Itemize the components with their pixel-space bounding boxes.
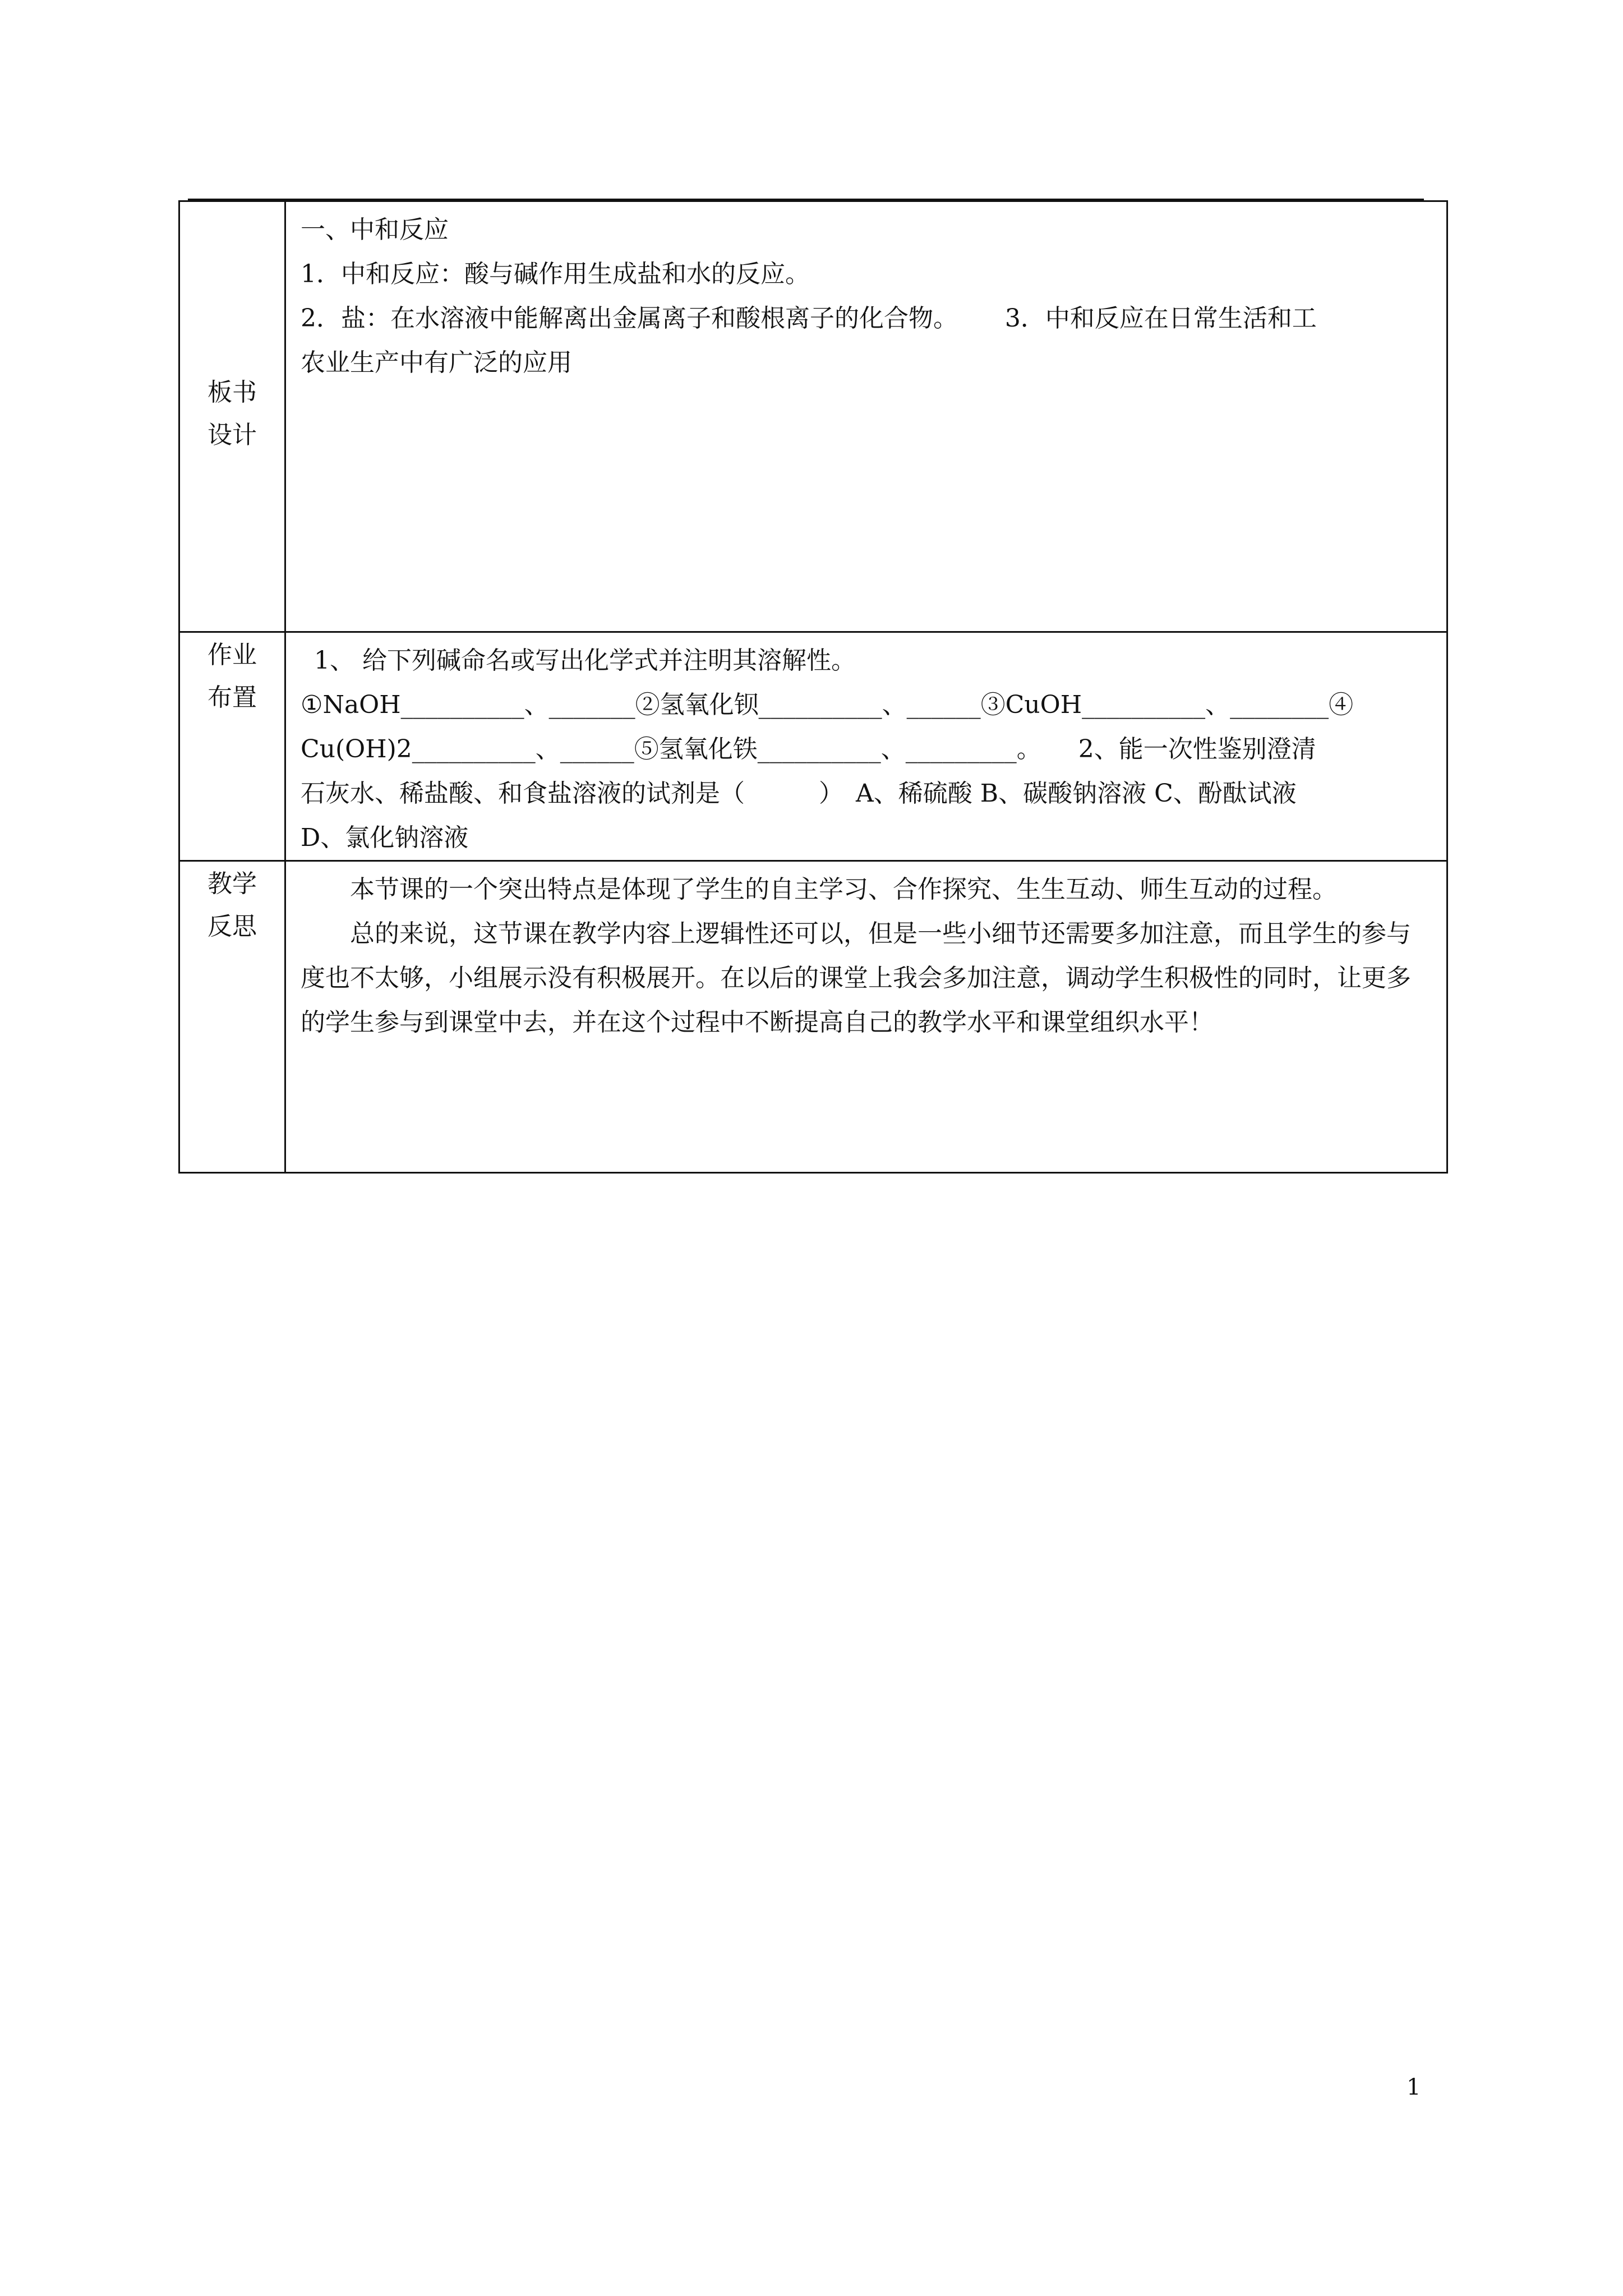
reflection-paragraph-2: 总的来说，这节课在教学内容上逻辑性还可以，但是一些小细节还需要多加注意，而且学生的参与度也不太够，小组展示没有积极展开。在以后的课堂上我会多加注意，调动学生积极性的同时，让更多的学生参与到课堂中去，并在这个过程中不断提高自己的教学水平和课堂组织水平！ (301, 919, 1411, 1037)
board-item-2-3 (301, 296, 1434, 341)
homework-line-4: 石灰水、稀盐酸、和食盐溶液的试剂是（ ） A、稀硫酸 B、碳酸钠溶液 C、酚酞试液 (301, 779, 1297, 808)
reflection-label (179, 861, 285, 1173)
reflection-label-line1: 教学 (208, 869, 257, 898)
board-item-3-part2: 农业生产中有广泛的应用 (301, 348, 572, 377)
homework-line-1: 1、 给下列碱命名或写出化学式并注明其溶解性。 (314, 646, 856, 675)
homework-label (179, 632, 285, 861)
board-design-label-line1: 板书 (208, 378, 257, 407)
board-item-1: 1．中和反应：酸与碱作用生成盐和水的反应。 (301, 260, 810, 288)
board-design-label-line2: 设计 (208, 421, 257, 449)
homework-label-line1: 作业 (208, 641, 257, 669)
board-item-2: 2．盐：在水溶液中能解离出金属离子和酸根离子的化合物。 (301, 304, 958, 333)
board-item-3-part1: 3．中和反应在日常生活和工 (1004, 304, 1317, 333)
homework-line-2: ①NaOH__________、_______②氢氧化钡__________、______③CuOH__________、________④ (301, 691, 1354, 719)
homework-content (285, 632, 1447, 861)
board-design-content (285, 201, 1447, 632)
board-heading: 一、中和反应 (301, 215, 449, 244)
page-number: 1 (1407, 2074, 1421, 2100)
reflection-content (285, 861, 1447, 1173)
board-design-row (179, 201, 1447, 632)
reflection-row (179, 861, 1447, 1173)
board-design-label (179, 201, 285, 632)
reflection-paragraph-1: 本节课的一个突出特点是体现了学生的自主学习、合作探究、生生互动、师生互动的过程。 (350, 875, 1337, 904)
homework-line-5: D、氯化钠溶液 (301, 823, 469, 852)
homework-line-3: Cu(OH)2__________、______⑤氢氧化铁__________、_________。 2、能一次性鉴别澄清 (301, 735, 1316, 763)
homework-label-line2: 布置 (208, 683, 257, 712)
homework-row (179, 632, 1447, 861)
lesson-table (178, 200, 1448, 1174)
reflection-label-line2: 反思 (208, 912, 257, 941)
